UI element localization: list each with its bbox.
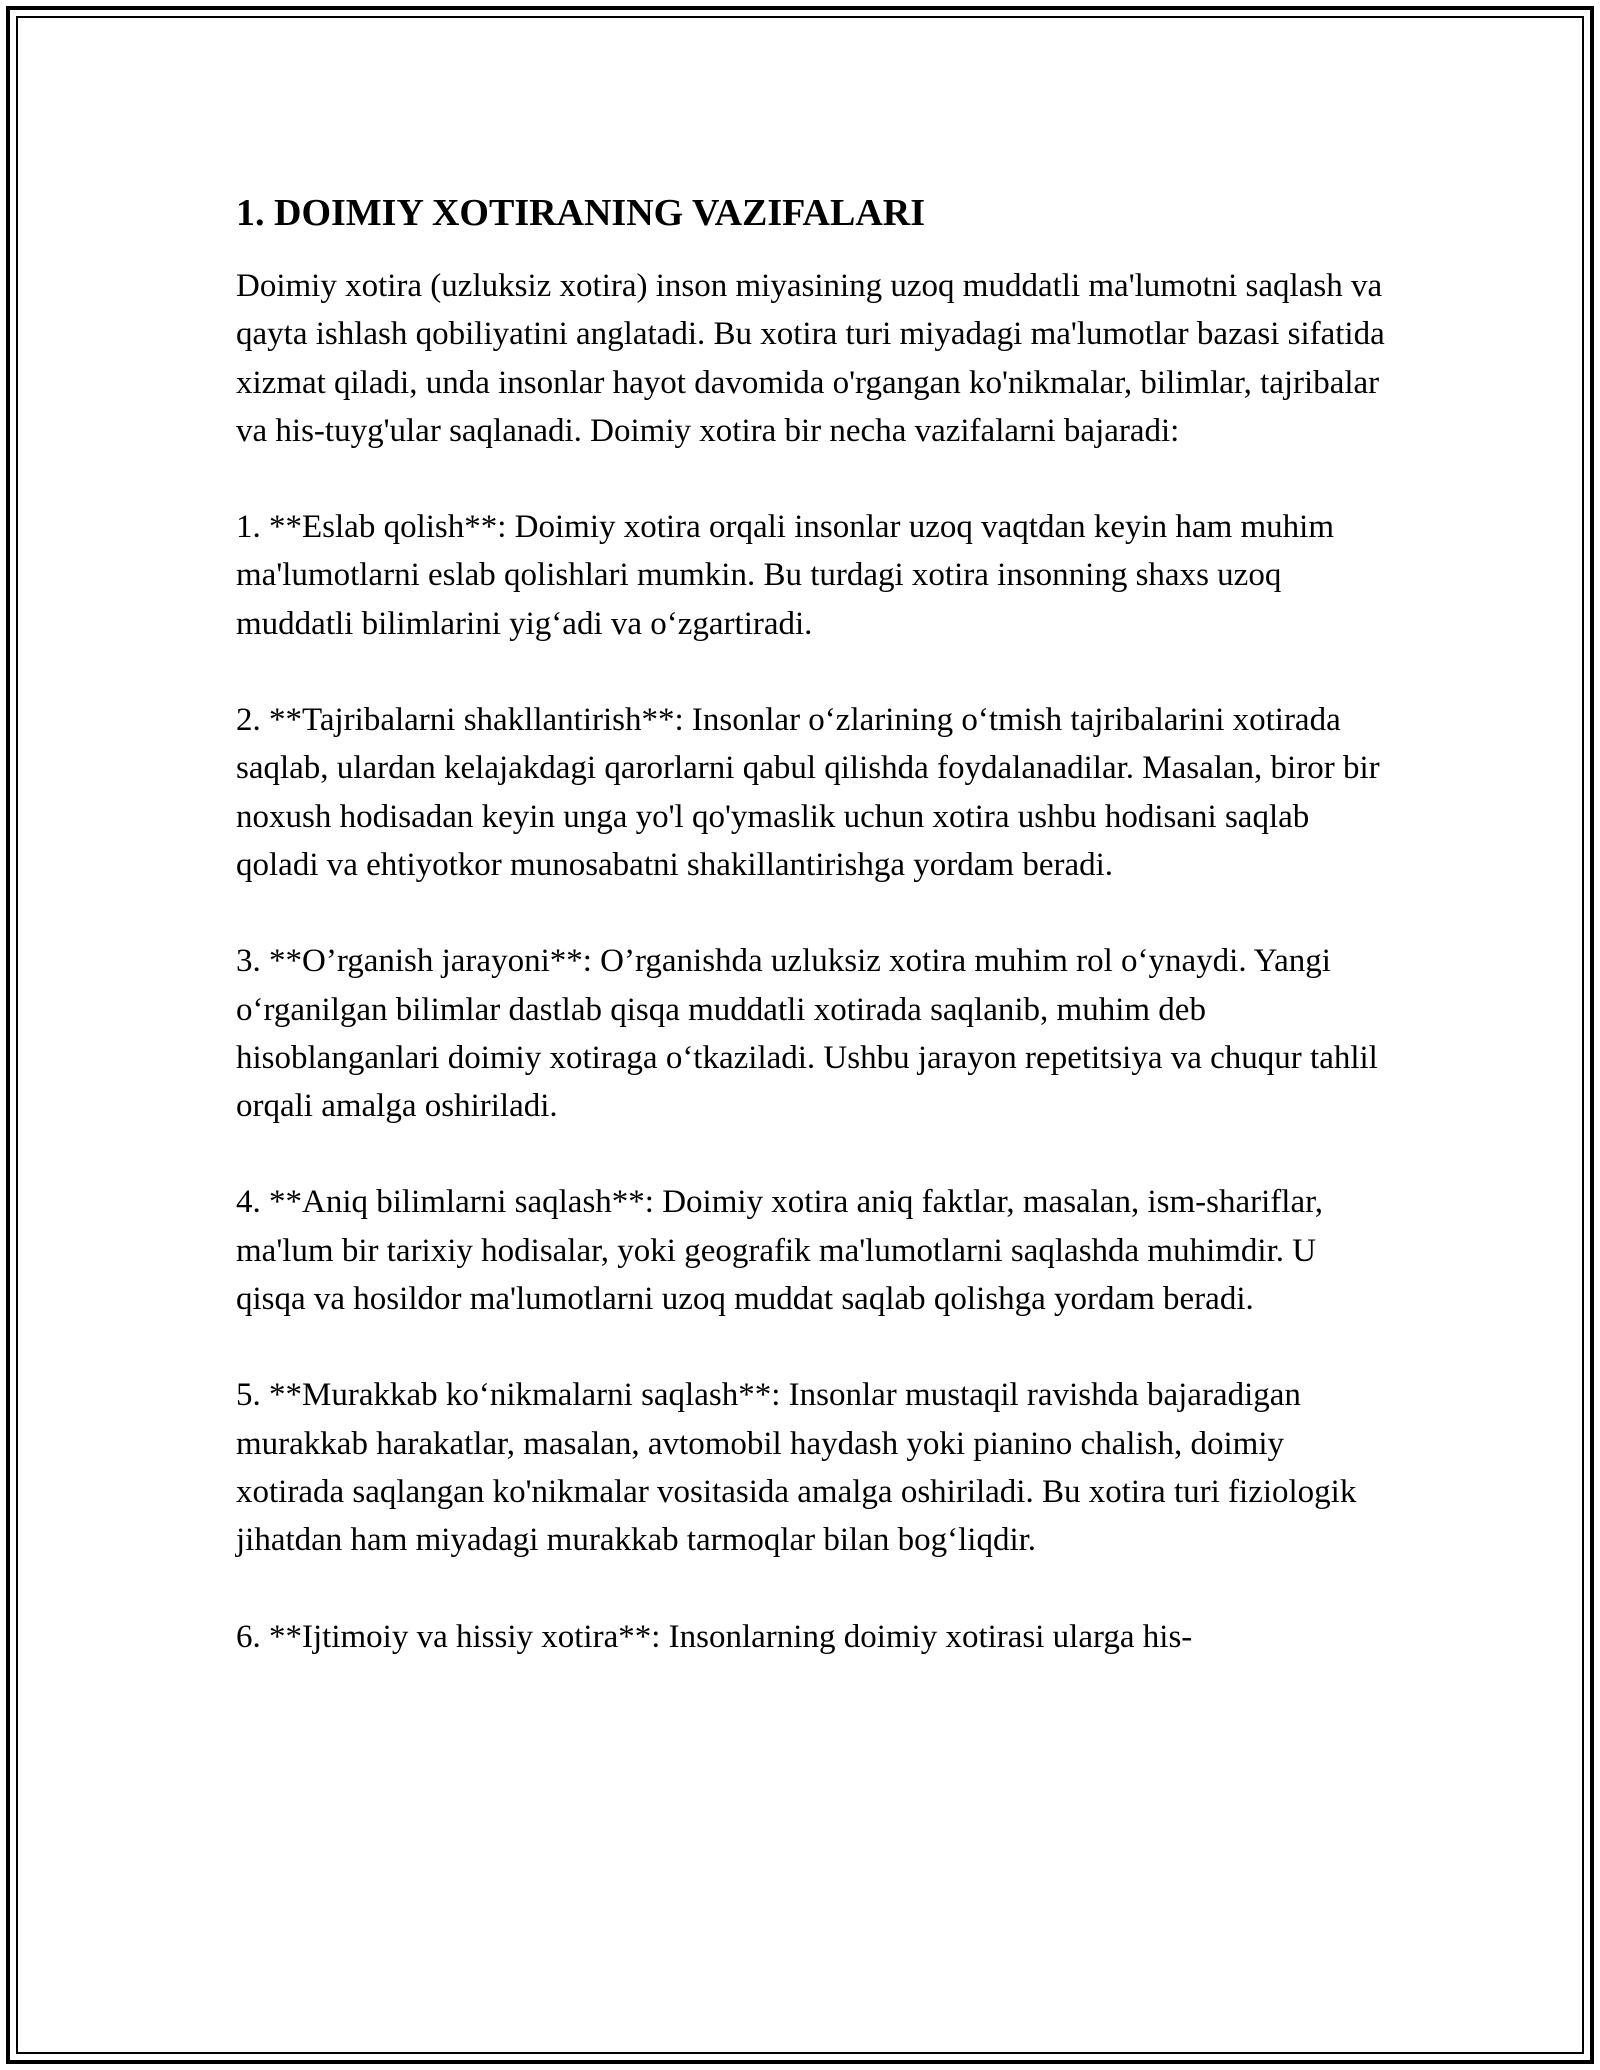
document-body (236, 186, 1386, 1661)
list-item-eslab-qolish: 1. **Eslab qolish**: Doimiy xotira orqali insonlar uzoq vaqtdan keyin ham muhim ma'lumotlarni eslab qolishlari mumkin. Bu turdagi xotira insonning shaxs uzoq muddatli bilimlarini yig‘adi va o‘zgartiradi. (236, 509, 1335, 642)
list-item-murakkab-konikmalar: 5. **Murakkab ko‘nikmalarni saqlash**: Insonlar mustaqil ravishda bajaradigan murakkab harakatlar, masalan, avtomobil haydash yoki pianino chalish, doimiy xotirada saqlangan ko'nikmalar vositasida amalga oshiriladi. Bu xotira turi fiziologik jihatdan ham miyadagi murakkab tarmoqlar bilan bog‘liqdir. (236, 1377, 1357, 1559)
section-heading: 1. DOIMIY XOTIRANING VAZIFALARI (236, 192, 926, 234)
list-item-tajribalarni-shakllantirish: 2. **Tajribalarni shakllantirish**: Insonlar o‘zlarining o‘tmish tajribalarini xotirada saqlab, ulardan kelajakdagi qarorlarni qabul qilishda foydalanadilar. Masalan, biror bir noxush hodisadan keyin unga yo'l qo'ymaslik uchun xotira ushbu hodisani saqlab qoladi va ehtiyotkor munosabatni shakillantirishga yordam beradi. (236, 702, 1380, 883)
list-item-organish-jarayoni: 3. **O’rganish jarayoni**: O’rganishda uzluksiz xotira muhim rol o‘ynaydi. Yangi o‘rganilgan bilimlar dastlab qisqa muddatli xotirada saqlanib, muhim deb hisoblanganlari doimiy xotiraga o‘tkaziladi. Ushbu jarayon repetitsiya va chuqur tahlil orqali amalga oshiriladi. (236, 943, 1378, 1125)
list-item-aniq-bilimlarni-saqlash: 4. **Aniq bilimlarni saqlash**: Doimiy xotira aniq faktlar, masalan, ism-shariflar, ma'lum bir tarixiy hodisalar, yoki geografik ma'lumotlarni saqlashda muhimdir. U qisqa va hosildor ma'lumotlarni uzoq muddat saqlab qolishga yordam beradi. (236, 1184, 1324, 1318)
list-item-ijtimoiy-hissiy-xotira: 6. **Ijtimoiy va hissiy xotira**: Insonlarning doimiy xotirasi ularga his- (236, 1618, 1193, 1655)
intro-paragraph: Doimiy xotira (uzluksiz xotira) inson miyasining uzoq muddatli ma'lumotni saqlash va qayta ishlash qobiliyatini anglatadi. Bu xotira turi miyadagi ma'lumotlar bazasi sifatida xizmat qiladi, unda insonlar hayot davomida o'rgangan ko'nikmalar, bilimlar, tajribalar va his-tuyg'ular saqlanadi. Doimiy xotira bir necha vazifalarni bajaradi: (236, 268, 1385, 449)
